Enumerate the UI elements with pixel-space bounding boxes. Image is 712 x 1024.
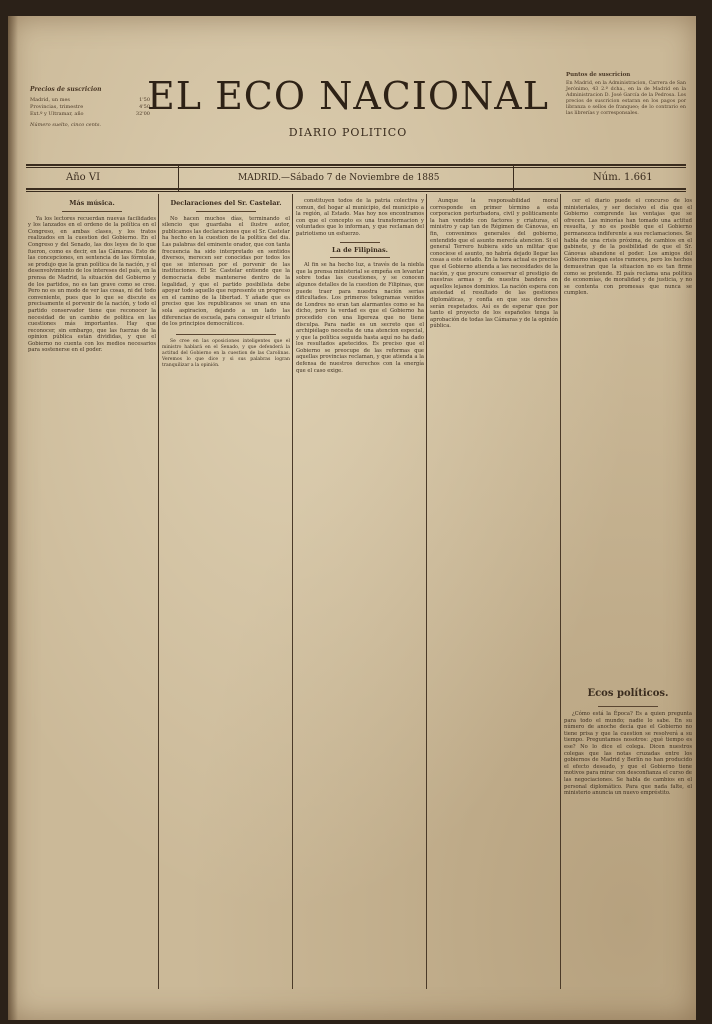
article-text: No hacen muchos días, terminando el silencio que guardaba el ilustre autor, publicamos las declaraciones que el Sr. Castelar ha hecho en la cuestion de la política del dia. Las palabras del eminente orador, que con tanta frecuencia ha sido interpretado en sentidos diversos, merecen ser conocidas por todos los que se interesan por el porvenir de las instituciones. El Sr. Castelar entiende que la democracia debe mantenerse dentro de la legalidad, y que el partido posibilista debe apoyar todo aquello que represente un progreso en el camino de la libertad. Y añade que es preciso que los republicanos se unan en una sola aspiracion, dejando a un lado las diferencias de escuela, para conseguir el triunfo de los principios democráticos. xyxy=(162,215,290,328)
article-text: Ya los lectores recuerdan nuevas facilidades y los lanzados en el ordeno de la política en el Congreso, en ambas clases, y los tratos realizados en la cuestion del Gobierno. En el Congreso y del Senado, las dos leyes de lo que fueron, como es decir, en las Cámaras. Esto de las concepciones, en sentencia de las fórmulas, se produjo que la gran política de la nación, y el desenvolvimiento de los intereses del país, en la prensa de Madrid, la situación del Gobierno y de los partidos, no es tan grave como se cree. Pero no es un modo de ver las cosas, ni del todo conveniente, pues que lo que se discute es precisamente el porvenir de la nación, y todo el partido conservador tiene que reconocer la necesidad de un cambio de política en las cuestiones más importantes. Hay que reconocer, sin embargo, que las fuerzas de la opinion pública están divididas, y que el Gobierno no cuenta con los medios necesarios para sostenerse en el poder. xyxy=(28,215,156,354)
masthead-subtitle: DIARIO POLITICO xyxy=(288,126,408,139)
subscription-points-box xyxy=(566,72,686,117)
issue-number: Núm. 1.661 xyxy=(593,172,653,183)
masthead-title: EL ECO NACIONAL xyxy=(147,74,549,118)
column-3 xyxy=(296,198,424,958)
footnote-rule xyxy=(176,334,276,335)
heading-rule xyxy=(196,211,256,212)
column-rule xyxy=(560,194,561,989)
column-4 xyxy=(430,198,558,988)
issue-year: Año VI xyxy=(66,172,101,183)
article-text: cer el diario puede el concurso de los ministeriales, y ser decisivo el día que el Gobierno comprende las ventajas que se ofrecen. Las minorías han tomado una actitud resuelta, y no es posible que el Gobierno permanezca indiferente a sus reclamaciones. Se habla de una crisis próxima, de cambios en el gabinete, y de la posibilidad de que el Sr. Cánovas abandone el poder. Los amigos del Gobierno niegan estos rumores, pero los hechos demuestran que la situacion no es tan firme como se pretende. El país reclama una política de economías, de moralidad y de justicia, y no se contenta con promesas que nunca se cumplen. xyxy=(564,198,692,297)
footnote-text: Se cree en las oposiciones inteligentes que el ministro hablará en el Senado, y que defenderá la actitud del Gobierno en la cuestion de las Carolinas. Veremos lo que dice y si sus palabras logran tranquilizar a la opinión. xyxy=(162,338,290,368)
dateline-divider xyxy=(513,164,514,192)
heading-rule xyxy=(340,242,380,243)
article-heading: La de Filipinas. xyxy=(332,245,388,254)
ecos-politicos-heading: Ecos políticos. xyxy=(587,688,669,699)
header-rule xyxy=(26,188,686,190)
subscription-note: Número suelto, cinco cents. xyxy=(30,122,101,128)
subscription-row: Provincias, trimestre 4'50 xyxy=(30,104,150,110)
column-rule xyxy=(426,194,427,989)
header-rule xyxy=(26,164,686,166)
subscription-row: Madrid, un mes 1'50 xyxy=(30,97,150,103)
subscription-points-text: En Madrid, en la Administracion, Carrera de San Jerónimo, 43 2.º dcha., en la de Madrid en la Administracion D. José García de la Pedrosa. Los precios de suscricion estaran en los pagos por libranza o sellos de franqueo; de lo contrario en las librerías y corresponsales. xyxy=(566,81,686,116)
dateline-divider xyxy=(178,164,179,192)
column-2 xyxy=(162,198,290,988)
page-gutter-shadow xyxy=(8,16,18,1020)
heading-rule xyxy=(330,257,390,258)
ecos-politicos-column xyxy=(564,706,692,986)
header-rule xyxy=(26,191,686,192)
column-5 xyxy=(564,198,692,678)
column-rule xyxy=(292,194,293,989)
article-heading: Más música. xyxy=(69,199,115,207)
heading-rule xyxy=(598,706,658,707)
heading-rule xyxy=(62,211,122,212)
article-text: Al fin se ha hecho luz, a través de la niebla que la prensa ministerial se empeña en levantar sobre todas las cuestiones, y se conocen algunos detalles de la cuestion de Filipinas, que puede traer para nuestra nación serias dificultades. Los primeros telegramas venidos de Londres no eran tan alarmantes como se ha dicho, pero la verdad es que el Gobierno ha procedido con una ligereza que no tiene disculpa. Para nadie es un secreto que el archipiélago necesita de una atencion especial, y que la política seguida hasta aquí no ha dado los resultados apetecidos. Es preciso que el Gobierno se preocupe de las reformas que aquellas provincias reclaman, y que atienda a la defensa de nuestros derechos con la energía que el caso exige. xyxy=(296,262,424,374)
newspaper-page xyxy=(8,16,696,1020)
column-1 xyxy=(28,198,156,988)
subscription-row: Ext.º y Ultramar, año 32'00 xyxy=(30,111,150,117)
column-rule xyxy=(158,194,159,989)
subscription-points-title: Puntos de suscricion xyxy=(566,72,631,78)
header-rule xyxy=(26,167,686,168)
article-text: Aunque la responsabilidad moral corresponde en primer término a esta corporacion perturbadora, civil y politicamente la han vendido con factores y criaturas, el ministro y cap tan de Régimen de Cánovas, en fin, convenimos generales del gobierno, entendido que el asunto merecía atencion. Si el general Terrero hubiera sido un militar que conociese el asunto, no habría dejado llegar las cosas a este estado. En la hora actual es preciso que el Gobierno atienda a las necesidades de la nación, y que procure conservar el prestigio de nuestras armas y de nuestra bandera en aquellos lejanos dominios. La nación espera con ansiedad el resultado de las gestiones diplomáticas, y confía en que sus derechos serán respetados. Así es de esperar que por tanto el proyecto de los españoles tenga la aprobación de todas las Cámaras y de la opinión pública. xyxy=(430,198,558,330)
article-text: ¿Cómo está la Época? Es a quien pregunta para todo el mundo; nadie lo sabe. En su número de anoche decía que el Gobierno no tiene prisa y que la cuestion se resolverá a su tiempo. Preguntamos nosotros: ¿qué tiempo es ese? No lo dice el colega. Dicen nuestros colegas que las notas cruzadas entre los gobiernos de Madrid y Berlín no han producido el efecto deseado, y que el Gobierno tiene motivos para mirar con desconfianza el curso de las negociaciones. Se habla de cambios en el personal diplomático. Para que nada falte, el ministerio anuncia un nuevo empréstito. xyxy=(564,711,692,797)
issue-date: MADRID.—Sábado 7 de Noviembre de 1885 xyxy=(238,173,440,183)
subscription-title: Precios de suscricion xyxy=(30,86,102,93)
article-heading: Declaraciones del Sr. Castelar. xyxy=(170,199,282,207)
article-text: constituyen todos de la patria colectiva y comun, del hogar al municipio, del municipio a la región, al Estado. Mas hoy nos encontramos con que el concepto es una transformacion y voluntades que lo informan, y que reclaman del patriotismo un esfuerzo. xyxy=(296,198,424,237)
